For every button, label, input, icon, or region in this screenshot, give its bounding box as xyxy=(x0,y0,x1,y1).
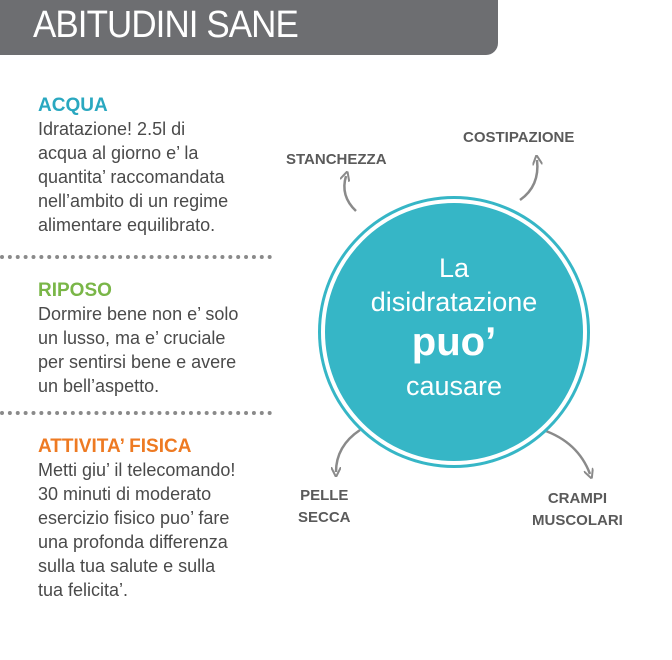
effect-label-costipazione: COSTIPAZIONE xyxy=(463,129,575,146)
text-line: acqua al giorno e’ la xyxy=(38,143,199,163)
text-line: sulla tua salute e sulla xyxy=(38,556,216,576)
effect-label-pelle-secca xyxy=(298,485,351,529)
text-line: Dormire bene non e’ solo xyxy=(38,304,239,324)
arrow-to-costipazione xyxy=(520,160,537,200)
text-line: per sentirsi bene e avere xyxy=(38,352,237,372)
text-line: esercizio fisico puo’ fare xyxy=(38,508,230,528)
text-line: quantita’ raccomandata xyxy=(38,167,225,187)
text-line: tua felicita’. xyxy=(38,580,129,600)
arrow-to-crampi xyxy=(543,430,590,474)
text-line: MUSCOLARI xyxy=(532,512,623,529)
arrow-to-pelle xyxy=(336,430,360,472)
circle-text-la: La xyxy=(438,253,470,283)
text-line: CRAMPI xyxy=(547,490,607,507)
text-line: nell’ambito di un regime xyxy=(38,191,229,211)
section-title-riposo: RIPOSO xyxy=(38,280,112,301)
text-line: 30 minuti di moderato xyxy=(38,484,212,504)
section-title-acqua: ACQUA xyxy=(38,95,108,116)
central-circle xyxy=(321,199,587,465)
text-line: SECCA xyxy=(298,509,351,526)
text-line: un bell’aspetto. xyxy=(38,376,160,396)
circle-text-puo: puo’ xyxy=(411,320,497,364)
text-line: un lusso, ma e’ cruciale xyxy=(38,328,226,348)
text-line: alimentare equilibrato. xyxy=(38,215,216,235)
section-title-attivita: ATTIVITA’ FISICA xyxy=(38,436,192,457)
page-title: ABITUDINI SANE xyxy=(33,4,298,46)
text-line: una profonda differenza xyxy=(38,532,228,552)
effect-label-stanchezza: STANCHEZZA xyxy=(286,151,387,168)
circle-text-disidratazione: disidratazione xyxy=(370,287,538,317)
circle-text-causare: causare xyxy=(405,371,503,401)
text-line: Idratazione! 2.5l di xyxy=(38,119,186,139)
effect-label-crampi xyxy=(532,488,623,532)
text-line: Metti giu’ il telecomando! xyxy=(38,460,236,480)
text-line: PELLE xyxy=(300,487,349,504)
arrow-to-stanchezza xyxy=(344,176,356,211)
